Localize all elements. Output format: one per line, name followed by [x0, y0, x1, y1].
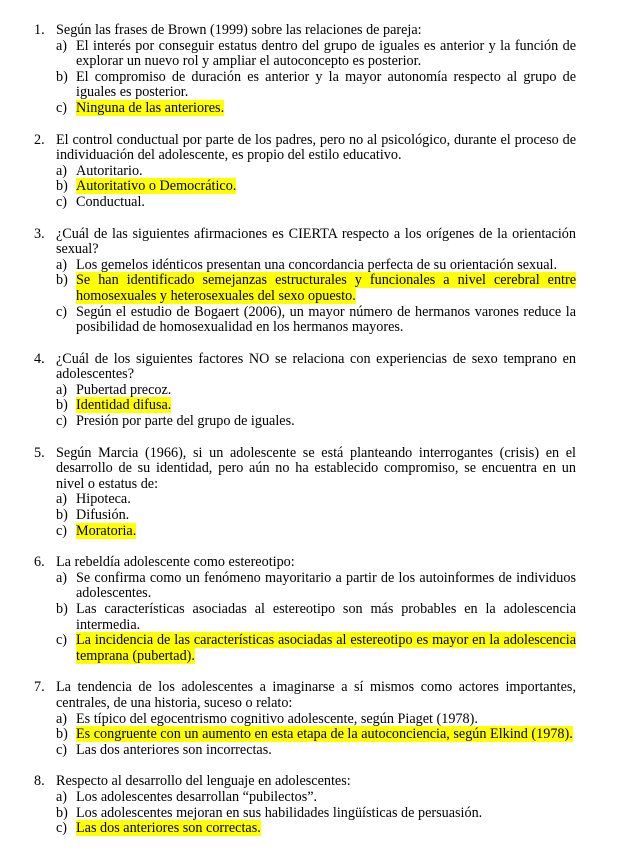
question-6	[0, 555, 620, 664]
option-letter: b)	[56, 601, 68, 617]
option-letter: b)	[56, 804, 68, 821]
highlighted-answer-text: Ninguna de las anteriores.	[76, 99, 225, 116]
option-letter: c)	[56, 303, 68, 320]
highlighted-answer-text: Es congruente con un aumento en esta etapa de la autoconciencia, según Elkind (1978).	[76, 726, 573, 743]
option-letter: a)	[56, 381, 68, 398]
question-text: Según Marcia (1966), si un adolescente se está planteando interrogantes (crisis) en el desarrollo de su identidad, pero aún no ha establecido compromiso, se encuentra en un nivel o estatus de:	[56, 444, 576, 492]
question-5	[0, 446, 620, 540]
answer-option	[56, 179, 620, 195]
question-3	[0, 227, 620, 336]
option-letter: a)	[56, 491, 68, 508]
option-letter: c)	[56, 632, 68, 649]
option-text: Las características asociadas al estereotipo son más probables en la adolescencia intermedia.	[76, 601, 576, 633]
option-text: Los adolescentes mejoran en sus habilidades lingüísticas de persuasión.	[76, 804, 483, 821]
option-letter: b)	[56, 726, 68, 743]
question-number: 2.	[34, 131, 45, 148]
option-text: Es típico del egocentrismo cognitivo adolescente, según Piaget (1978).	[76, 710, 478, 727]
option-letter: a)	[56, 710, 68, 727]
answer-option	[56, 571, 620, 602]
answer-option	[56, 821, 620, 837]
answer-option	[56, 414, 620, 430]
option-text: El compromiso de duración es anterior y la mayor autonomía respecto al grupo de iguales es posterior.	[76, 68, 576, 101]
question-7	[0, 680, 620, 758]
answer-option	[56, 508, 620, 524]
question-text: Respecto al desarrollo del lenguaje en adolescentes:	[56, 773, 351, 790]
question-number: 6.	[34, 554, 45, 571]
option-text: Autoritario.	[76, 162, 143, 179]
option-letter: b)	[56, 178, 68, 195]
question-2	[0, 133, 620, 211]
answer-option	[56, 743, 620, 759]
answer-option	[56, 383, 620, 399]
option-letter: a)	[56, 37, 68, 54]
answer-option	[56, 790, 620, 806]
answer-option	[56, 524, 620, 540]
question-8	[0, 774, 620, 836]
option-letter: c)	[56, 193, 68, 210]
exam-document	[0, 23, 620, 853]
option-text: Difusión.	[76, 507, 130, 524]
question-text: La rebeldía adolescente como estereotipo:	[56, 554, 295, 571]
question-text: El control conductual por parte de los padres, pero no al psicológico, durante el proceso de individuación del adolescente, es propio del estilo educativo.	[56, 131, 576, 164]
question-text: La tendencia de los adolescentes a imaginarse a sí mismos como actores importantes, centrales, de una historia, suceso o relato:	[56, 679, 576, 711]
option-text: Presión por parte del grupo de iguales.	[76, 413, 295, 430]
highlighted-answer-text: La incidencia de las características asociadas al estereotipo es mayor en la adolescencia temprana (pubertad).	[76, 632, 576, 664]
option-text: Hipoteca.	[76, 491, 131, 508]
question-number: 1.	[34, 22, 45, 38]
answer-option	[56, 39, 620, 70]
option-letter: a)	[56, 162, 68, 179]
option-letter: a)	[56, 788, 68, 805]
question-1	[0, 23, 620, 117]
answer-option	[56, 101, 620, 117]
option-letter: c)	[56, 99, 68, 116]
question-number: 7.	[34, 679, 45, 696]
answer-option	[56, 712, 620, 728]
option-letter: c)	[56, 522, 68, 539]
highlighted-answer-text: Autoritativo o Democrático.	[76, 178, 237, 195]
question-text: ¿Cuál de los siguientes factores NO se relaciona con experiencias de sexo temprano en adolescentes?	[56, 350, 576, 383]
option-letter: a)	[56, 256, 68, 273]
question-number: 8.	[34, 773, 45, 790]
option-text: Según el estudio de Bogaert (2006), un mayor número de hermanos varones reduce la posibilidad de homosexualidad en los hermanos mayores.	[76, 303, 576, 336]
option-text: Conductual.	[76, 193, 145, 210]
option-letter: c)	[56, 820, 68, 837]
highlighted-answer-text: Moratoria.	[76, 522, 137, 539]
answer-option	[56, 258, 620, 274]
option-letter: c)	[56, 741, 68, 758]
answer-option	[56, 70, 620, 101]
answer-option	[56, 305, 620, 336]
answer-option	[56, 492, 620, 508]
option-letter: b)	[56, 68, 68, 85]
answer-option	[56, 633, 620, 664]
highlighted-answer-text: Identidad difusa.	[76, 397, 172, 414]
option-letter: c)	[56, 413, 68, 430]
option-text: El interés por conseguir estatus dentro del grupo de iguales es anterior y la función de explorar un nuevo rol y ampliar el autoconcepto es posterior.	[76, 37, 576, 70]
question-number: 4.	[34, 350, 45, 367]
answer-option	[56, 195, 620, 211]
highlighted-answer-text: Se han identificado semejanzas estructurales y funcionales a nivel cerebral entre homosexuales y heterosexuales del sexo opuesto.	[76, 272, 576, 304]
question-number: 5.	[34, 444, 45, 461]
answer-option	[56, 273, 620, 304]
question-number: 3.	[34, 225, 45, 242]
answer-option	[56, 398, 620, 414]
question-4	[0, 352, 620, 430]
question-text: Según las frases de Brown (1999) sobre las relaciones de pareja:	[56, 22, 422, 38]
answer-option	[56, 727, 620, 743]
option-letter: b)	[56, 507, 68, 524]
question-text: ¿Cuál de las siguientes afirmaciones es CIERTA respecto a los orígenes de la orientación sexual?	[56, 225, 576, 258]
option-letter: b)	[56, 272, 68, 289]
option-text: Los gemelos idénticos presentan una concordancia perfecta de su orientación sexual.	[76, 256, 558, 273]
answer-option	[56, 164, 620, 180]
option-text: Se confirma como un fenómeno mayoritario a partir de los autoinformes de individuos adolescentes.	[76, 569, 576, 602]
answer-option	[56, 806, 620, 822]
answer-option	[56, 602, 620, 633]
option-letter: b)	[56, 397, 68, 414]
option-text: Los adolescentes desarrollan “pubilectos”.	[76, 788, 318, 805]
option-text: Pubertad precoz.	[76, 381, 172, 398]
highlighted-answer-text: Las dos anteriores son correctas.	[76, 820, 261, 837]
option-letter: a)	[56, 569, 68, 586]
option-text: Las dos anteriores son incorrectas.	[76, 741, 272, 758]
